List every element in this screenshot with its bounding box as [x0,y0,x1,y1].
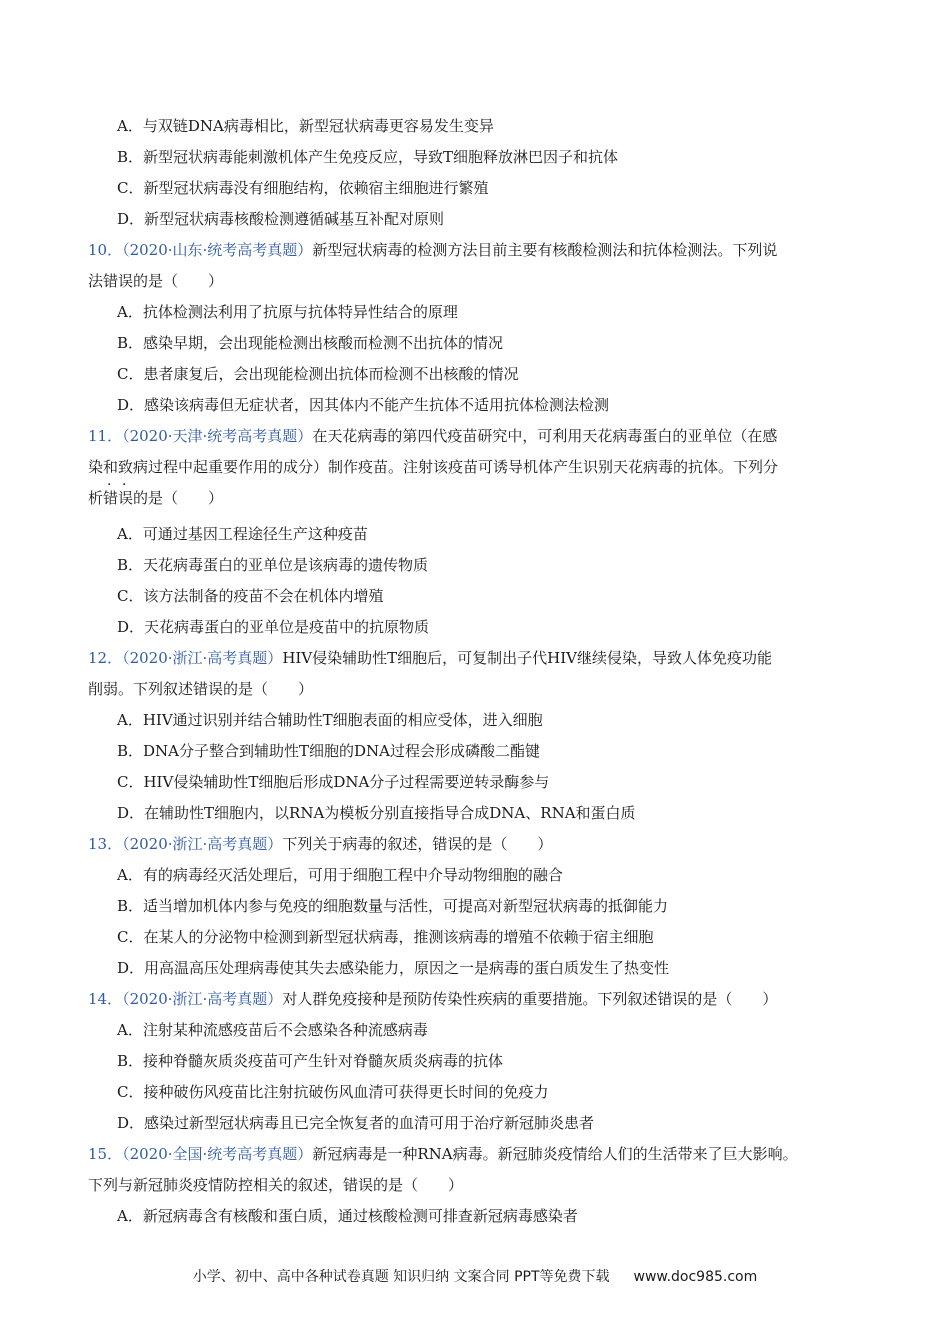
question-source: （2020·全国·统考高考真题） [122,1145,313,1163]
option-A: A．可通过基因工程途径生产这种疫苗 [117,525,368,543]
page-footer [0,1266,950,1286]
question-text: 对人群免疫接种是预防传染性疾病的重要措施。下列叙述错误的是（ ） [282,990,778,1008]
question-source: （2020·浙江·高考真题） [122,649,283,667]
option-D: D．感染该病毒但无症状者，因其体内不能产生抗体不适用抗体检测法检测 [117,396,610,414]
question-text: 新型冠状病毒的检测方法目前主要有核酸检测法和抗体检测法。下列说 [312,241,778,259]
question-text: 新冠病毒是一种RNA病毒。新冠肺炎疫情给人们的生活带来了巨大影响。 [312,1145,798,1163]
footer-text: 小学、初中、高中各种试卷真题 知识归纳 文案合同 PPT等免费下载 [192,1269,610,1285]
question-source: （2020·浙江·高考真题） [122,835,283,853]
question-number: 15． [88,1145,123,1163]
question-12-stem [88,648,772,668]
option-C: C．新型冠状病毒没有细胞结构，依赖宿主细胞进行繁殖 [117,179,489,197]
question-11-stem-cont2 [88,488,223,508]
question-14-stem [88,989,777,1009]
emphasis-dot-char: 误 [118,489,134,507]
option-B: B．天花病毒蛋白的亚单位是该病毒的遗传物质 [117,556,429,574]
option-C: C．在某人的分泌物中检测到新型冠状病毒，推测该病毒的增殖不依赖于宿主细胞 [117,928,654,946]
question-text: 下列关于病毒的叙述，错误的是（ ） [282,835,553,853]
question-source: （2020·浙江·高考真题） [122,990,283,1008]
question-source: （2020·山东·统考高考真题） [122,241,313,259]
option-D: D．在辅助性T细胞内，以RNA为模板分别直接指导合成DNA、RNA和蛋白质 [117,804,636,822]
option-B: B．感染早期，会出现能检测出核酸而检测不出抗体的情况 [117,334,504,352]
question-10-stem [88,240,777,260]
question-number: 11． [88,427,123,445]
question-text: 的是（ ） [133,489,224,507]
question-text: 析 [88,489,104,507]
option-D: D．感染过新型冠状病毒且已完全恢复者的血清可用于治疗新冠肺炎患者 [117,1114,595,1132]
option-A: A．与双链DNA病毒相比，新型冠状病毒更容易发生变异 [117,117,494,135]
option-D: D．用高温高压处理病毒使其失去感染能力，原因之一是病毒的蛋白质发生了热变性 [117,959,670,977]
option-B: B．适当增加机体内参与免疫的细胞数量与活性，可提高对新型冠状病毒的抵御能力 [117,897,669,915]
question-15-stem [88,1144,798,1164]
question-number: 13． [88,835,123,853]
option-C: C．接种破伤风疫苗比注射抗破伤风血清可获得更长时间的免疫力 [117,1083,549,1101]
question-number: 14． [88,990,123,1008]
option-B: B．DNA分子整合到辅助性T细胞的DNA过程会形成磷酸二酯键 [117,742,540,760]
option-A: A．有的病毒经灭活处理后，可用于细胞工程中介导动物细胞的融合 [117,866,563,884]
question-10-stem-cont: 法错误的是（ ） [88,272,224,290]
question-15-stem-cont: 下列与新冠肺炎疫情防控相关的叙述，错误的是（ ） [88,1176,464,1194]
footer-site-link[interactable]: www.doc985.com [633,1269,758,1285]
option-C: C．患者康复后，会出现能检测出抗体而检测不出核酸的情况 [117,365,519,383]
option-D: D．新型冠状病毒核酸检测遵循碱基互补配对原则 [117,210,445,228]
option-B: B．新型冠状病毒能刺激机体产生免疫反应，导致T细胞释放淋巴因子和抗体 [117,148,619,166]
emphasis-dot-char: 错 [103,489,119,507]
question-12-stem-cont: 削弱。下列叙述错误的是（ ） [88,680,314,698]
question-number: 10． [88,241,123,259]
question-11-stem-cont: 染和致病过程中起重要作用的成分）制作疫苗。注射该疫苗可诱导机体产生识别天花病毒的抗体。下列分 [88,458,779,476]
question-number: 12． [88,649,123,667]
option-C: C．该方法制备的疫苗不会在机体内增殖 [117,587,384,605]
question-11-stem [88,426,777,446]
question-13-stem [88,834,552,854]
option-C: C．HIV侵染辅助性T细胞后形成DNA分子过程需要逆转录酶参与 [117,773,550,791]
option-A: A．抗体检测法利用了抗原与抗体特异性结合的原理 [117,303,458,321]
option-A: A．注射某种流感疫苗后不会感染各种流感病毒 [117,1021,428,1039]
option-D: D．天花病毒蛋白的亚单位是疫苗中的抗原物质 [117,618,430,636]
question-text: HIV侵染辅助性T细胞后，可复制出子代HIV继续侵染，导致人体免疫功能 [282,649,772,667]
option-A: A．新冠病毒含有核酸和蛋白质，通过核酸检测可排查新冠病毒感染者 [117,1207,578,1225]
question-source: （2020·天津·统考高考真题） [122,427,313,445]
option-B: B．接种脊髓灰质炎疫苗可产生针对脊髓灰质炎病毒的抗体 [117,1052,504,1070]
question-text: 在天花病毒的第四代疫苗研究中，可利用天花病毒蛋白的亚单位（在感 [312,427,778,445]
option-A: A．HIV通过识别并结合辅助性T细胞表面的相应受体，进入细胞 [117,711,543,729]
